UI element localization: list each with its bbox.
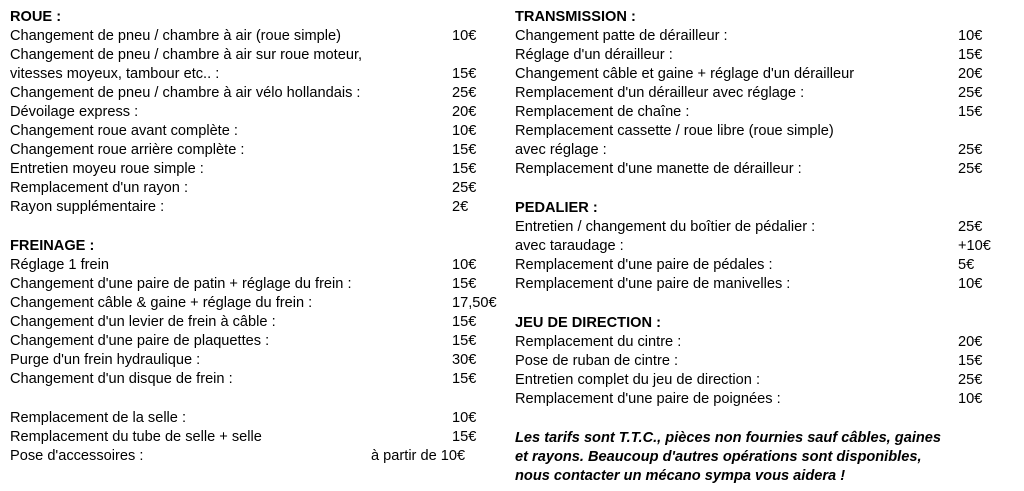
section-title-pedalier: PEDALIER : [515,200,598,216]
price-row-label: avec réglage : [515,142,607,158]
price-row-label: Changement d'un levier de frein à câble : [10,314,276,330]
price-row-label: Remplacement du cintre : [515,334,682,350]
section-title-transmission: TRANSMISSION : [515,9,636,25]
price-row-value: 15€ [452,371,477,387]
price-row-label: Remplacement du tube de selle + selle [10,429,262,445]
price-row-label: Changement roue avant complète : [10,123,238,139]
price-row-value: 20€ [958,334,983,350]
price-row-label: Remplacement d'un rayon : [10,180,189,196]
price-row-label: vitesses moyeux, tambour etc.. : [10,66,220,82]
price-row-value: 30€ [452,352,477,368]
price-row-value: +10€ [958,238,991,254]
price-row-value: 25€ [452,180,477,196]
price-row-label: Dévoilage express : [10,104,139,120]
price-row-value: 15€ [452,161,477,177]
price-row-value: 25€ [958,161,983,177]
price-row-label: Remplacement d'un dérailleur avec réglage : [515,85,805,101]
price-row-value: 15€ [452,66,477,82]
note-line: et rayons. Beaucoup d'autres opérations sont disponibles, [515,449,922,465]
price-row-value: 10€ [452,28,477,44]
note-line: Les tarifs sont T.T.C., pièces non fournies sauf câbles, gaines [515,430,942,446]
price-row-label: Changement d'une paire de plaquettes : [10,333,270,349]
price-row-value: 25€ [452,85,477,101]
price-row-label: Changement patte de dérailleur : [515,28,728,44]
price-row-label: Entretien complet du jeu de direction : [515,372,760,388]
price-row-value: 15€ [452,276,477,292]
price-row-label: Remplacement cassette / roue libre (roue simple) [515,123,834,139]
price-row-value: 15€ [958,47,983,63]
price-row-value: 25€ [958,372,983,388]
price-row-value: 10€ [452,123,477,139]
price-row-label: Remplacement d'une paire de manivelles : [515,276,791,292]
price-row-value: 10€ [452,257,477,273]
price-row-value: 10€ [452,410,477,426]
price-row-label: Changement câble & gaine + réglage du frein : [10,295,313,311]
price-row-label: Réglage 1 frein [10,257,109,273]
price-row-label: Pose d'accessoires : [10,448,144,464]
price-row-label: Changement d'une paire de patin + réglage du frein : [10,276,352,292]
price-row-value: 25€ [958,219,983,235]
price-row-value: 10€ [958,276,983,292]
price-row-value: 15€ [452,142,477,158]
price-row-label: Changement de pneu / chambre à air (roue simple) [10,28,341,44]
price-row-value: 20€ [958,66,983,82]
price-row-value: 10€ [958,391,983,407]
price-row-value: 17,50€ [452,295,497,311]
price-row-label: Réglage d'un dérailleur : [515,47,673,63]
price-row-value: 15€ [452,429,477,445]
price-row-label: Changement de pneu / chambre à air sur roue moteur, [10,47,363,63]
price-row-label: avec taraudage : [515,238,624,254]
price-row-value: à partir de 10€ [371,448,466,464]
price-row-label: Entretien / changement du boîtier de pédalier : [515,219,816,235]
price-row-value: 15€ [958,353,983,369]
price-row-label: Changement d'un disque de frein : [10,371,233,387]
price-row-value: 20€ [452,104,477,120]
price-row-value: 25€ [958,85,983,101]
price-row-label: Remplacement d'une manette de dérailleur : [515,161,802,177]
price-row-value: 2€ [452,199,469,215]
price-row-label: Rayon supplémentaire : [10,199,165,215]
price-row-label: Purge d'un frein hydraulique : [10,352,201,368]
price-row-value: 5€ [958,257,975,273]
price-row-value: 25€ [958,142,983,158]
price-row-label: Changement câble et gaine + réglage d'un dérailleur [515,66,855,82]
price-row-label: Remplacement de la selle : [10,410,187,426]
price-row-label: Remplacement d'une paire de poignées : [515,391,781,407]
price-row-label: Pose de ruban de cintre : [515,353,679,369]
price-row-value: 10€ [958,28,983,44]
price-row-value: 15€ [452,314,477,330]
note-line: nous contacter un mécano sympa vous aidera ! [515,468,846,484]
section-title-roue: ROUE : [10,9,62,25]
section-title-freinage: FREINAGE : [10,238,95,254]
price-row-label: Changement de pneu / chambre à air vélo hollandais : [10,85,361,101]
section-title-jeu-de-direction: JEU DE DIRECTION : [515,315,661,331]
price-row-label: Changement roue arrière complète : [10,142,245,158]
price-row-label: Entretien moyeu roue simple : [10,161,204,177]
price-row-value: 15€ [452,333,477,349]
price-row-label: Remplacement d'une paire de pédales : [515,257,773,273]
price-row-label: Remplacement de chaîne : [515,104,690,120]
price-row-value: 15€ [958,104,983,120]
